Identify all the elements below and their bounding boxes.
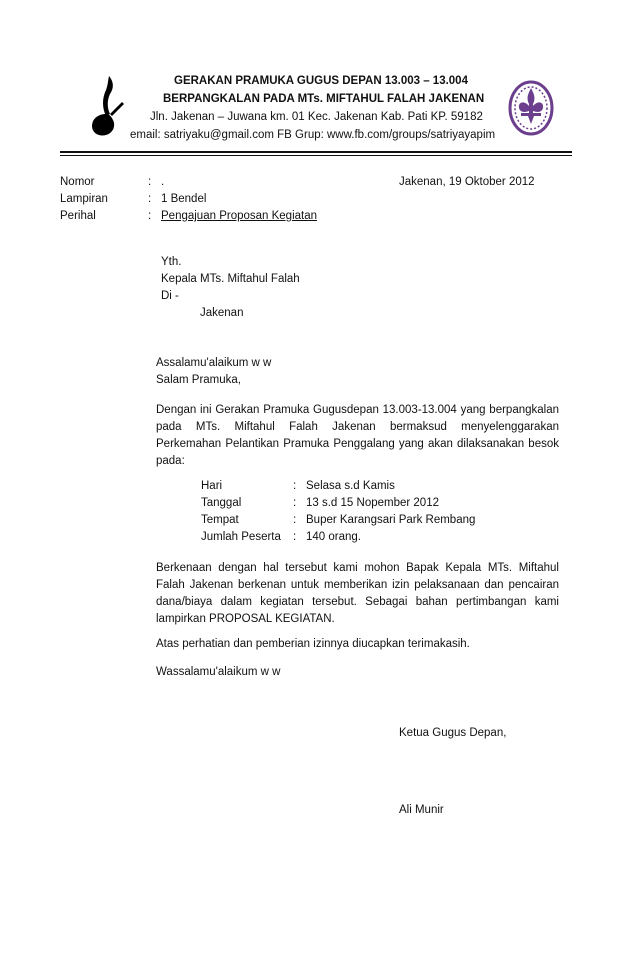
perihal-value: Pengajuan Proposan Kegiatan (161, 210, 318, 222)
detail-tanggal-label: Tanggal (201, 497, 242, 509)
header-base: BERPANGKALAN PADA MTs. MIFTAHUL FALAH JAKENAN (163, 93, 485, 105)
detail-tempat-label: Tempat (201, 514, 239, 526)
recipient-name: Kepala MTs. Miftahul Falah (161, 273, 300, 285)
recipient-yth: Yth. (161, 256, 182, 268)
tunas-kelapa-logo (88, 74, 126, 140)
detail-tanggal-value: 13 s.d 15 Nopember 2012 (306, 497, 439, 509)
lampiran-value: 1 Bendel (161, 193, 207, 205)
lampiran-sep: : (148, 193, 152, 205)
detail-tanggal-sep: : (293, 497, 297, 509)
closing-salam: Wassalamu'alaikum w w (156, 666, 281, 678)
perihal-sep: : (148, 210, 152, 222)
detail-tempat-value: Buper Karangsari Park Rembang (306, 514, 476, 526)
wosm-emblem (506, 78, 556, 138)
greeting-pramuka: Salam Pramuka, (156, 374, 242, 386)
detail-hari-sep: : (293, 480, 297, 492)
header-divider-thick (60, 151, 572, 153)
header-divider-thin (60, 155, 572, 156)
lampiran-label: Lampiran (60, 193, 108, 205)
greeting-salam: Assalamu'alaikum w w (156, 357, 272, 369)
nomor-label: Nomor (60, 176, 95, 188)
detail-hari-value: Selasa s.d Kamis (306, 480, 395, 492)
nomor-value: . (161, 176, 165, 188)
paragraph-thanks: Atas perhatian dan pemberian izinnya diucapkan terimakasih. (156, 638, 470, 650)
paragraph-intro: Dengan ini Gerakan Pramuka Gugusdepan 13.003-13.004 yang berpangkalan pada MTs. Miftahul Falah Jakenan bermaksud menyelenggarakan Perkemahan Pelantikan Pramuka Penggalang yang akan dilaksanakan besok pada: (156, 404, 559, 467)
header-contact: email: satriyaku@gmail.com FB Grup: www.fb.com/groups/satriyayapim (130, 129, 496, 141)
perihal-label: Perihal (60, 210, 96, 222)
paragraph-request: Berkenaan dengan hal tersebut kami mohon Bapak Kepala MTs. Miftahul Falah Jakenan berkenan untuk memberikan izin pelaksanaan dan pencairan dana/biaya dalam kegiatan tersebut. Sebagai bahan pertimbangan kami lampirkan PROPOSAL KEGIATAN. (156, 562, 559, 625)
recipient-di: Di - (161, 290, 179, 302)
detail-peserta-label: Jumlah Peserta (201, 531, 281, 543)
header-address: Jln. Jakenan – Juwana km. 01 Kec. Jakenan Kab. Pati KP. 59182 (150, 111, 483, 123)
detail-peserta-value: 140 orang. (306, 531, 361, 543)
header-org-name: GERAKAN PRAMUKA GUGUS DEPAN 13.003 – 13.004 (174, 75, 468, 87)
nomor-sep: : (148, 176, 152, 188)
recipient-city: Jakenan (200, 307, 244, 319)
signature-title: Ketua Gugus Depan, (399, 727, 507, 739)
detail-tempat-sep: : (293, 514, 297, 526)
signature-name: Ali Munir (399, 804, 444, 816)
detail-hari-label: Hari (201, 480, 223, 492)
detail-peserta-sep: : (293, 531, 297, 543)
letter-date: Jakenan, 19 Oktober 2012 (399, 176, 535, 188)
